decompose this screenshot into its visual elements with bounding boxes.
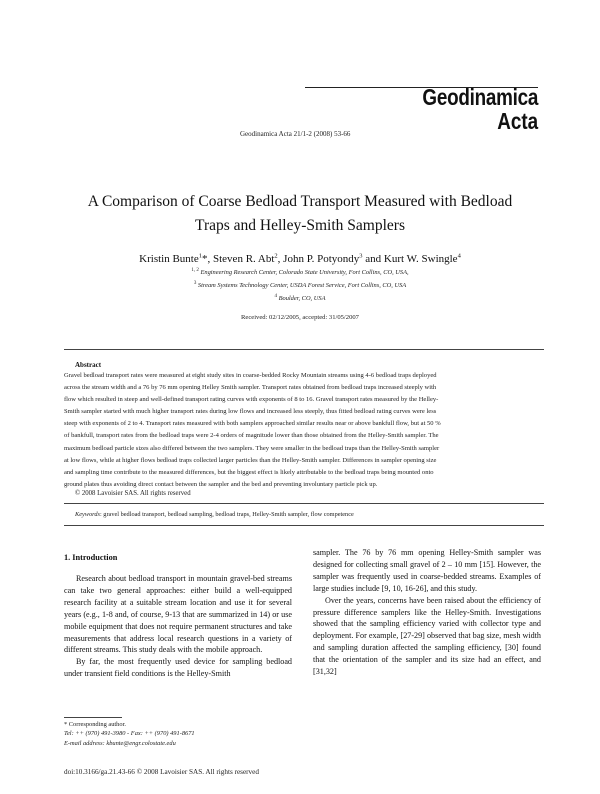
keywords: Keywords: gravel bedload transport, bedload sampling, bedload traps, Helley-Smith sampler, flow competence [75, 511, 354, 518]
paragraph: Research about bedload transport in mountain gravel-bed streams can take two general approaches: either build a well-equipped research facility at a suitable stream location and use it for several years (e.g., 1-8 and, of course, 9-13 that are summarized in 14) or use mobile equipment that does not require permanent structures and take measurements that address local research questions in a variety of different streams. This study deals with the mobile approach. [64, 574, 292, 655]
left-column [64, 573, 292, 680]
abstract-line: across the stream width and a 76 by 76 mm opening Helley Smith sampler. Transport rates obtained from bedload traps increased steeply with [64, 384, 437, 392]
article-title [50, 190, 550, 238]
received-dates: Received: 02/12/2005, accepted: 31/05/2007 [241, 314, 359, 321]
keywords-top-rule [64, 503, 544, 504]
abstract-line: at low flows, while at higher flows bedload traps collected larger particles than the Helley-Smith sampler. Differences in sampler opening size [64, 456, 437, 464]
abstract-line: Smith sampler started with much higher transport rates during low flows and increased less steeply, thus fitted bedload rating curves were less [64, 408, 437, 416]
abstract-line: steep with exponents of 2 to 4. Transport rates measured with both samplers approached similar results near or above bankfull flow, but at 50 % [64, 420, 441, 428]
abstract-line: maximum bedload particle sizes also differed between the two samplers. They were smaller in the bedload traps than the Helley-Smith sampler [64, 444, 440, 452]
abstract-copyright: © 2008 Lavoisier SAS. All rights reserved [75, 490, 191, 497]
footnote [64, 720, 304, 748]
doi-line: doi:10.3166/ga.21.43-66 © 2008 Lavoisier SAS. All rights reserved [64, 768, 259, 776]
abstract-line: flow which resulted in steep and well-defined transport rating curves with exponents of 8 to 16. Gravel transport rates measured by the Helley- [64, 396, 439, 404]
section-heading: 1. Introduction [64, 553, 118, 562]
affiliation: $^4$ Boulder, CO, USA [274, 294, 326, 303]
abstract-line: Gravel bedload transport rates were measured at eight study sites in coarse-bedded Rocky Mountain streams using 4-6 bedload traps deployed [64, 372, 437, 379]
title-line1: A Comparison of Coarse Bedload Transport Measured with Bedload [87, 193, 513, 210]
author: Steven R. Abt$^2$, [213, 252, 284, 265]
contact-email[interactable]: E-mail address: kbunte@engr.colostate.edu [64, 739, 176, 747]
paragraph: By far, the most frequently used device for sampling bedload under transient field conditions is the Helley-Smith [64, 657, 292, 679]
author: John P. Potyondy$^3$ and [283, 252, 384, 265]
author: Kurt W. Swingle$^4$ [383, 252, 461, 265]
paragraph: sampler. The 76 by 76 mm opening Helley-Smith sampler was designed for collecting small gravel of 2 – 10 mm [15]. However, the sampler was frequently used in coarse-bedded streams. Examples of large studies include [9, 10, 16-26], and this study. [313, 548, 541, 593]
abstract-body [64, 370, 544, 491]
journal-citation: Geodinamica Acta 21/1-2 (2008) 53-66 [240, 130, 351, 138]
abstract-line: and sampling time contribute to the measured differences, but the biggest effect is likely attributable to the bedload traps being mounted onto [64, 468, 434, 476]
journal-name-line1: Geodinamica [422, 84, 538, 110]
title-line2: Traps and Helley-Smith Samplers [195, 217, 405, 234]
journal-name-line2: Acta [497, 108, 538, 134]
author-list [60, 252, 540, 265]
right-column [313, 547, 541, 678]
abstract-heading: Abstract [75, 361, 102, 369]
affiliation: $^3$ Stream Systems Technology Center, USDA Forest Service, Fort Collins, CO, USA [193, 281, 407, 290]
abstract-line: ground plates thus avoiding direct contact between the sampler and the bed and preventing involuntary particle pick up. [64, 480, 378, 488]
abstract-line: of bankfull, transport rates from the bedload traps were 2-4 orders of magnitude lower than those obtained from the Helley-Smith sampler. The [64, 432, 439, 440]
footnote-rule [64, 717, 122, 718]
journal-logo [397, 86, 538, 133]
affiliation: $^{1, 2}$ Engineering Research Center, Colorado State University, Fort Collins, CO, USA, [191, 268, 409, 277]
keywords-bottom-rule [64, 525, 544, 526]
author: Kristin Bunte$^1$*, [139, 252, 213, 265]
abstract-top-rule [64, 349, 544, 350]
corresponding-author: * Corresponding author. [64, 721, 126, 728]
contact-phone: Tel: ++ (970) 491-3980 - Fax: ++ (970) 491-8671 [64, 730, 195, 738]
paragraph: Over the years, concerns have been raised about the efficiency of pressure difference samplers like the Helley-Smith. Investigations showed that the sampling efficiency varied with collector type and deployment. For example, [27-29] observed that bag size, mesh width and sampling duration affected the sampling efficiency, [30] found that the orientation of the sampler and its size had an effect, and [31,32] [313, 595, 541, 677]
